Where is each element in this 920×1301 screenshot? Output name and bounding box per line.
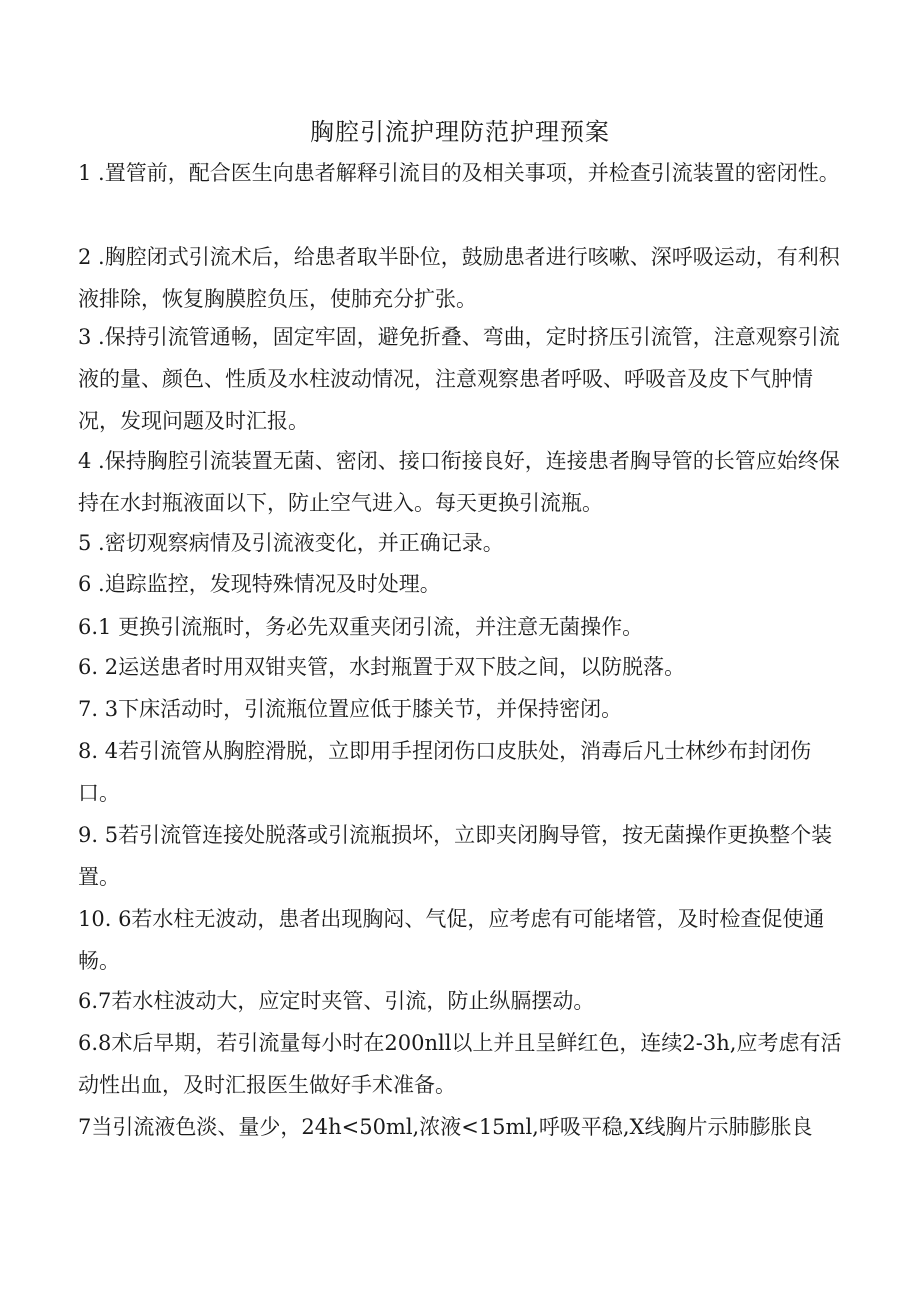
paragraph-5: 5 .密切观察病情及引流液变化，并正确记录。 bbox=[78, 531, 504, 555]
paragraph-6: 6 .追踪监控，发现特殊情况及时处理。 bbox=[78, 572, 441, 596]
paragraph-1: 1 .置管前，配合医生向患者解释引流目的及相关事项，并检查引流装置的密闭性。 bbox=[78, 161, 840, 185]
paragraph-9-5: 9. 5若引流管连接处脱落或引流瓶损坏，立即夹闭胸导管，按无菌操作更换整个装置。 bbox=[78, 823, 833, 889]
paragraph-6-8: 6.8术后早期，若引流量每小时在200nll以上并且呈鲜红色，连续2-3h,应考虑有活动性出血，及时汇报医生做好手术准备。 bbox=[78, 1031, 842, 1097]
paragraph-10-6: 10. 6若水柱无波动，患者出现胸闷、气促，应考虑有可能堵管，及时检查促使通畅。 bbox=[78, 907, 825, 973]
paragraph-4: 4 .保持胸腔引流装置无菌、密闭、接口衔接良好，连接患者胸导管的长管应始终保持在水封瓶液面以下，防止空气进入。每天更换引流瓶。 bbox=[78, 449, 840, 515]
paragraph-2: 2 .胸腔闭式引流术后，给患者取半卧位，鼓励患者进行咳嗽、深呼吸运动，有利积液排除，恢复胸膜腔负压，使肺充分扩张。 bbox=[78, 245, 840, 311]
paragraph-8-4: 8. 4若引流管从胸腔滑脱，立即用手捏闭伤口皮肤处，消毒后凡士林纱布封闭伤口。 bbox=[78, 739, 812, 805]
paragraph-6-7: 6.7若水柱波动大，应定时夹管、引流，防止纵膈摆动。 bbox=[78, 989, 595, 1013]
paragraph-6-1: 6.1 更换引流瓶时，务必先双重夹闭引流，并注意无菌操作。 bbox=[78, 615, 644, 639]
document-title: 胸腔引流护理防范护理预案 bbox=[310, 118, 610, 146]
paragraph-7-3: 7. 3下床活动时，引流瓶位置应低于膝关节，并保持密闭。 bbox=[78, 697, 623, 721]
paragraph-7-final: 7当引流液色淡、量少，24h<50ml,浓液<15ml,呼吸平稳,X线胸片示肺膨胀良 bbox=[78, 1115, 813, 1139]
paragraph-3: 3 .保持引流管通畅，固定牢固，避免折叠、弯曲，定时挤压引流管，注意观察引流液的量、颜色、性质及水柱波动情况，注意观察患者呼吸、呼吸音及皮下气肿情况，发现问题及时汇报。 bbox=[78, 325, 840, 433]
paragraph-6-2: 6. 2运送患者时用双钳夹管，水封瓶置于双下肢之间，以防脱落。 bbox=[78, 655, 686, 679]
